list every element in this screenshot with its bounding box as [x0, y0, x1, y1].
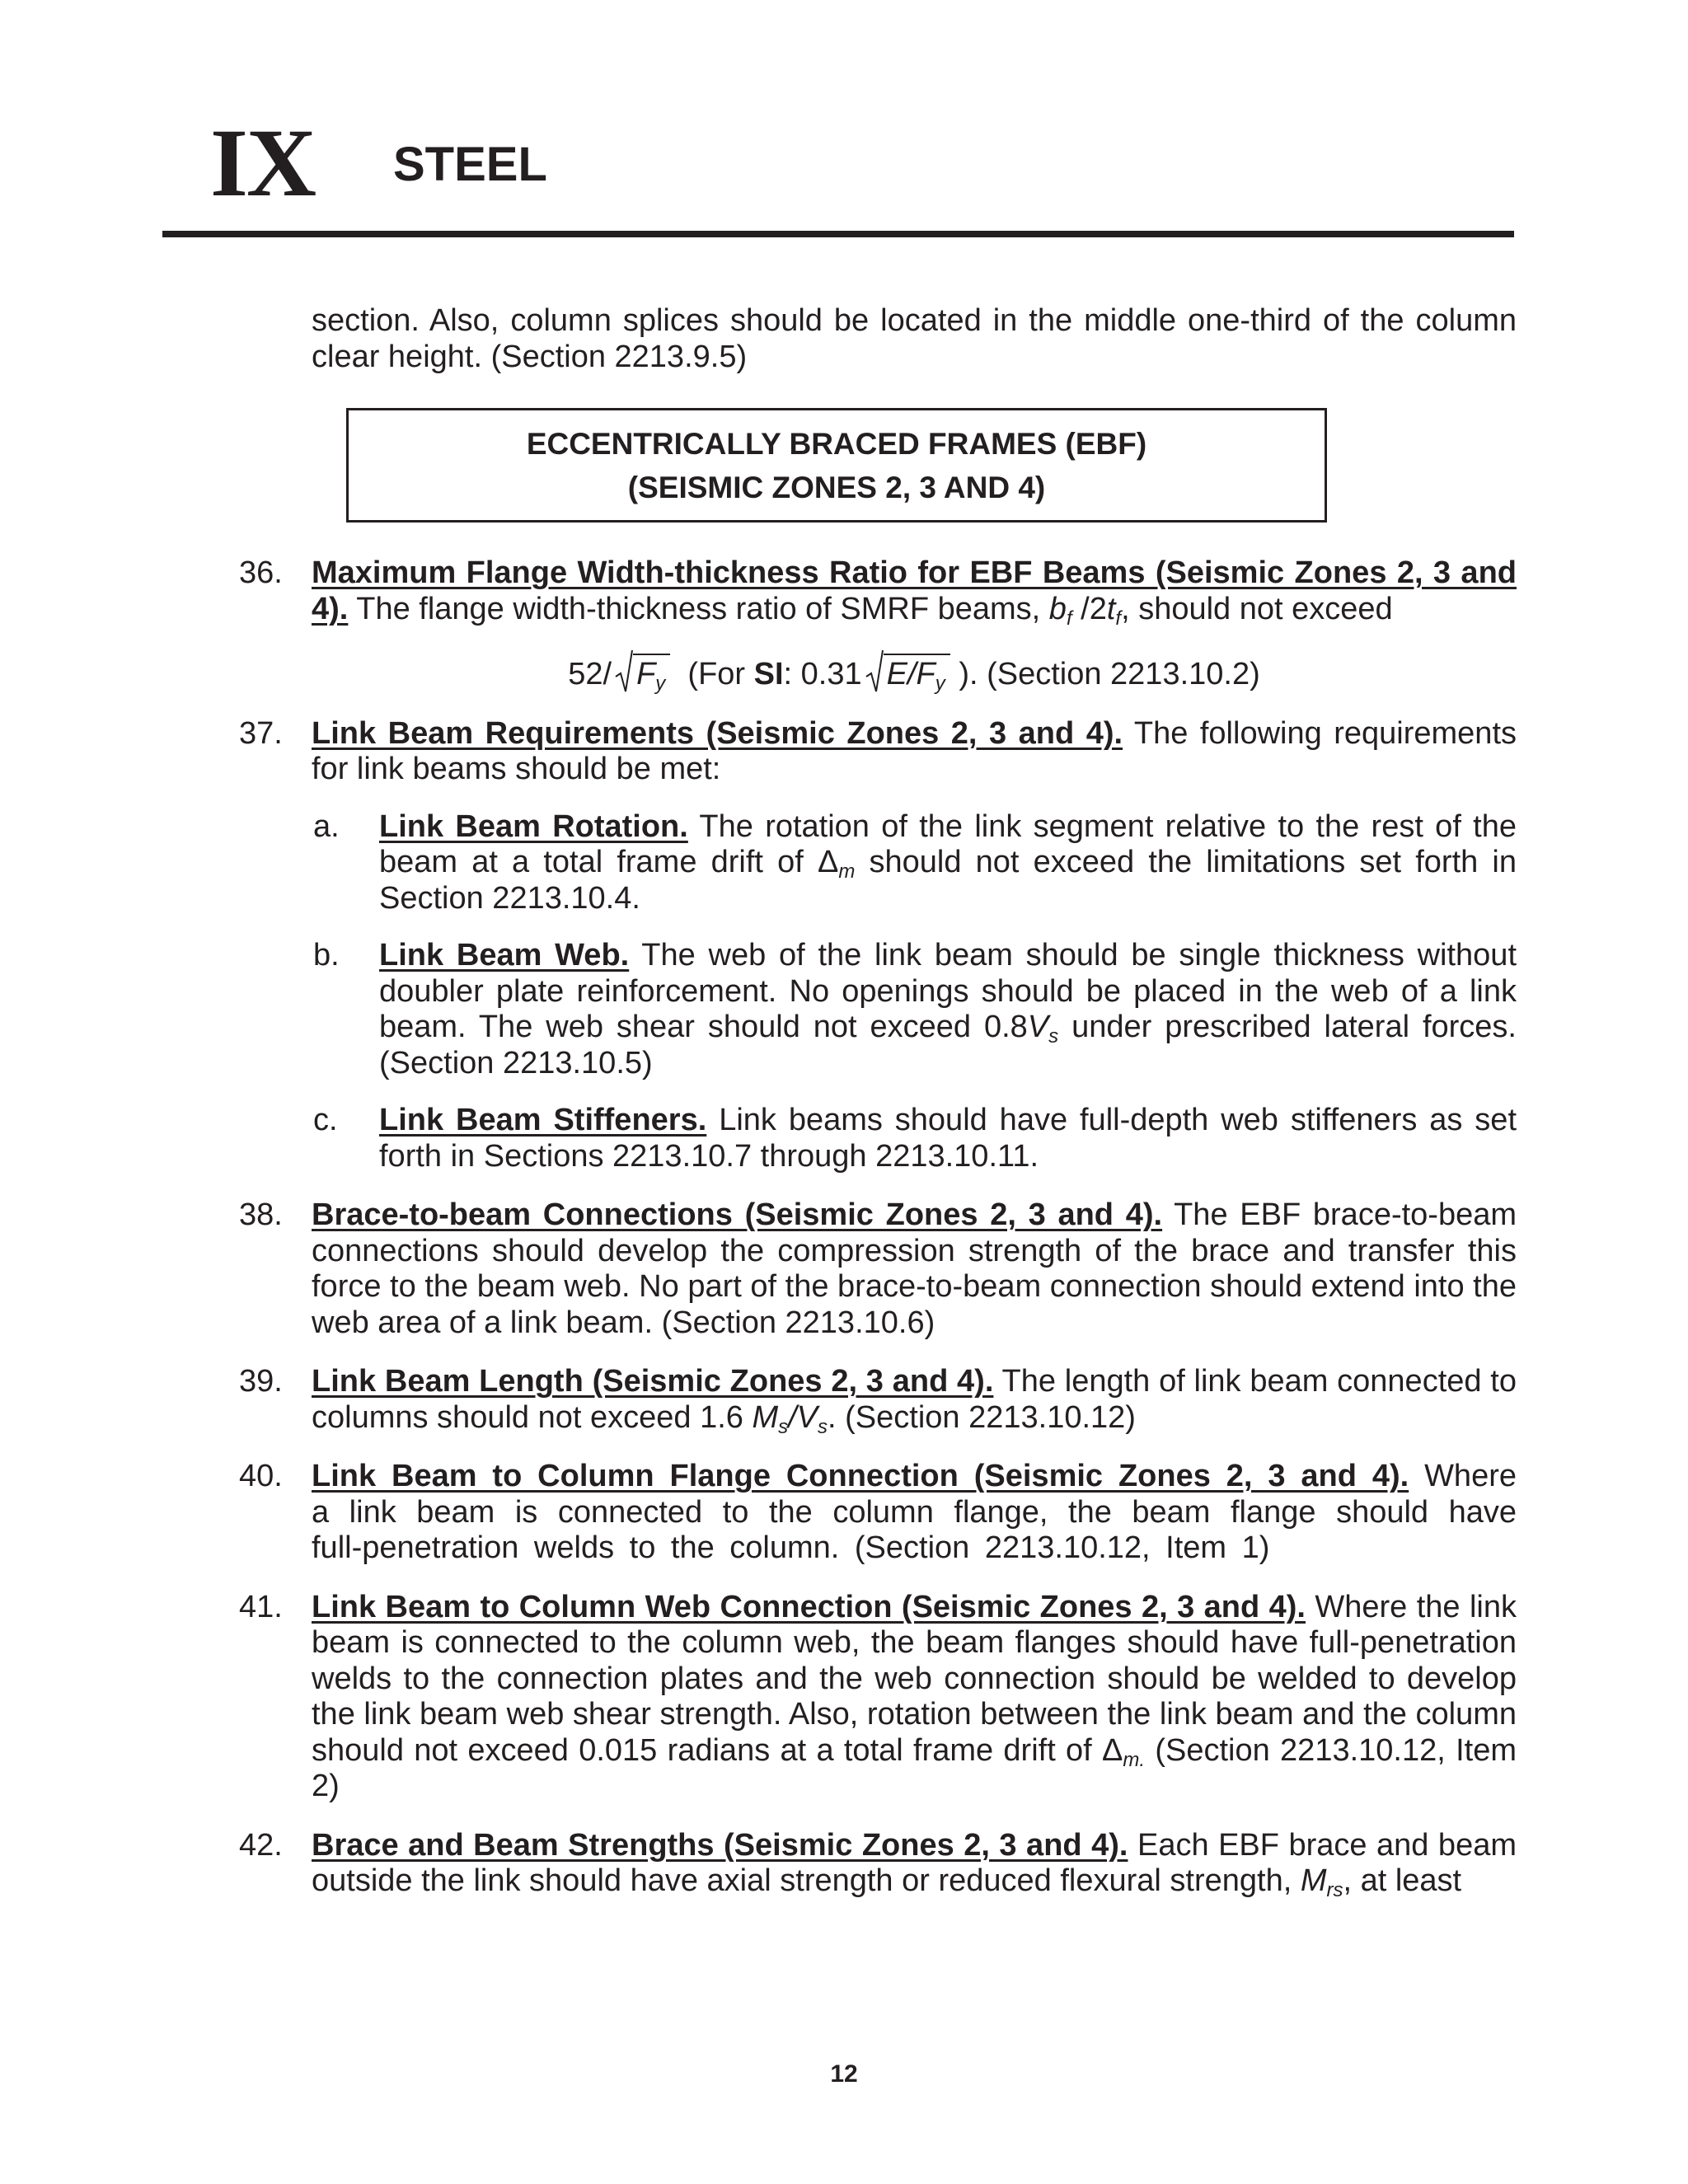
math-var: M — [1300, 1863, 1327, 1898]
formula-36 — [239, 654, 1517, 693]
page-header — [162, 103, 1514, 243]
math-sub: y — [655, 673, 666, 695]
subitem-letter: c. — [313, 1103, 338, 1137]
math-sub: s — [818, 1415, 828, 1438]
item-42 — [239, 1828, 1517, 1900]
item-text: , at least — [1343, 1863, 1462, 1898]
subitem-37a — [239, 809, 1517, 917]
subitem-text: Link beams should have full-depth web stiffeners as set forth in Sections 2213.10.7 through 2213.10.11. — [379, 1103, 1517, 1174]
subitem-heading: Link Beam Rotation. — [379, 808, 688, 844]
item-41 — [239, 1590, 1517, 1805]
math-var: F — [636, 657, 656, 691]
subitem-heading: Link Beam Stiffeners. — [379, 1103, 707, 1137]
math-sub: f — [1115, 607, 1122, 630]
sqrt-e-fy — [865, 654, 950, 693]
subitem-letter: b. — [313, 938, 340, 972]
math-var: Δ — [817, 845, 839, 879]
item-heading: Link Beam Length (Seismic Zones 2, 3 and 4). — [312, 1364, 994, 1399]
item-text: The following requirements for link beams should be met: — [312, 715, 1517, 786]
item-number: 39. — [239, 1364, 283, 1399]
item-text: , should not exceed — [1121, 591, 1393, 626]
item-39 — [239, 1364, 1517, 1436]
item-heading: Link Beam Requirements (Seismic Zones 2, 3 and 4). — [312, 715, 1123, 751]
subitem-text: should not exceed the limitations set forth in Section 2213.10.4. — [379, 845, 1517, 916]
page-number: 12 — [830, 2060, 858, 2088]
sqrt-fy — [615, 654, 670, 693]
section-heading-line-2: (SEISMIC ZONES 2, 3 AND 4) — [627, 471, 1046, 504]
subitem-37b — [239, 938, 1517, 1081]
item-36 — [239, 555, 1517, 630]
math-sub: m. — [1123, 1748, 1146, 1771]
subitem-37c — [239, 1103, 1517, 1174]
math-sub: y — [935, 673, 945, 695]
item-number: 40. — [239, 1459, 283, 1493]
chapter-number: IX — [210, 109, 316, 217]
math-sub: rs — [1326, 1879, 1343, 1901]
math-sub: s — [778, 1415, 789, 1438]
section-heading-box — [346, 408, 1327, 523]
item-number: 38. — [239, 1197, 283, 1232]
math-text: /2 — [1071, 591, 1107, 626]
item-heading: Brace-to-beam Connections (Seismic Zones 2, 3 and 4). — [312, 1197, 1163, 1232]
radical-sign-icon — [615, 649, 633, 693]
item-text: The flange width-thickness ratio of SMRF beams, — [348, 591, 1049, 626]
item-text: Where a link beam is connected to the column flange, the beam flange should have full-penetration welds to the column. (Section 2213.10.12, Item 1) — [312, 1459, 1517, 1565]
item-heading: Brace and Beam Strengths (Seismic Zones 2, 3 and 4). — [312, 1827, 1128, 1863]
page-content — [239, 303, 1517, 1900]
math-sub: s — [1048, 1025, 1059, 1047]
item-number: 37. — [239, 715, 283, 751]
item-text: Each EBF brace and beam outside the link should have axial strength or reduced flexural strength, — [312, 1827, 1517, 1898]
item-text: . (Section 2213.10.12) — [828, 1399, 1136, 1435]
math-var: V — [1027, 1010, 1049, 1044]
math-sub: f — [1066, 607, 1072, 630]
item-number: 41. — [239, 1589, 283, 1624]
item-heading: Maximum Flange Width-thickness Ratio for EBF Beams (Seismic Zones 2, 3 and 4). — [312, 555, 1517, 626]
math-var: Δ — [1102, 1732, 1123, 1768]
item-37 — [239, 716, 1517, 788]
math-sub: m — [838, 860, 856, 883]
item-number: 36. — [239, 555, 283, 590]
item-text: Where the link beam is connected to the column web, the beam flanges should have full-penetration welds to the connection plates and the web connection should be welded to develop the link beam web shear strength. Also, rotation between the link beam and the column should not exceed 0.015 radians at a total frame drift of — [312, 1589, 1517, 1768]
math-var: E/F — [886, 657, 935, 691]
math-var: M — [752, 1399, 779, 1435]
item-heading: Link Beam to Column Web Connection (Seismic Zones 2, 3 and 4). — [312, 1589, 1306, 1624]
subitem-text: under prescribed lateral forces. (Section 2213.10.5) — [379, 1010, 1517, 1080]
subitem-letter: a. — [313, 808, 340, 844]
formula-suffix: ). (Section 2213.10.2) — [959, 657, 1260, 691]
item-text: (Section 2213.10.12, Item 2) — [312, 1732, 1517, 1803]
item-38 — [239, 1197, 1517, 1341]
subitem-heading: Link Beam Web. — [379, 938, 630, 972]
subitem-text: The rotation of the link segment relative to the rest of the beam at a total frame drift of — [379, 808, 1517, 879]
item-heading: Link Beam to Column Flange Connection (Seismic Zones 2, 3 and 4). — [312, 1459, 1409, 1493]
formula-text: (For — [687, 657, 754, 691]
subitem-text: The web of the link beam should be single thickness without doubler plate reinforcement. No openings should be placed in the web of a link beam. The web shear should not exceed 0.8 — [379, 938, 1517, 1044]
item-text: The length of link beam connected to columns should not exceed 1.6 — [312, 1364, 1517, 1435]
chapter-title: STEEL — [393, 138, 547, 191]
intro-paragraph: section. Also, column splices should be located in the middle one-third of the column clear height. (Section 2213.9.5) — [312, 303, 1517, 374]
formula-prefix: 52/ — [568, 657, 612, 691]
item-40 — [239, 1459, 1517, 1567]
math-var: t — [1106, 591, 1116, 626]
math-text: / — [788, 1399, 797, 1435]
radical-sign-icon — [865, 649, 884, 693]
item-text: The EBF brace-to-beam connections should develop the compression strength of the brace and transfer this force to the beam web. No part of the brace-to-beam connection should extend into the web area of a link beam. (Section 2213.10.6) — [312, 1197, 1517, 1340]
math-var: b — [1048, 591, 1067, 626]
section-heading-line-1: ECCENTRICALLY BRACED FRAMES (EBF) — [526, 427, 1147, 461]
formula-text: : 0.31 — [783, 657, 862, 691]
item-number: 42. — [239, 1827, 283, 1863]
formula-si: SI — [753, 657, 784, 691]
math-var: V — [796, 1399, 818, 1435]
header-rule — [162, 231, 1514, 237]
